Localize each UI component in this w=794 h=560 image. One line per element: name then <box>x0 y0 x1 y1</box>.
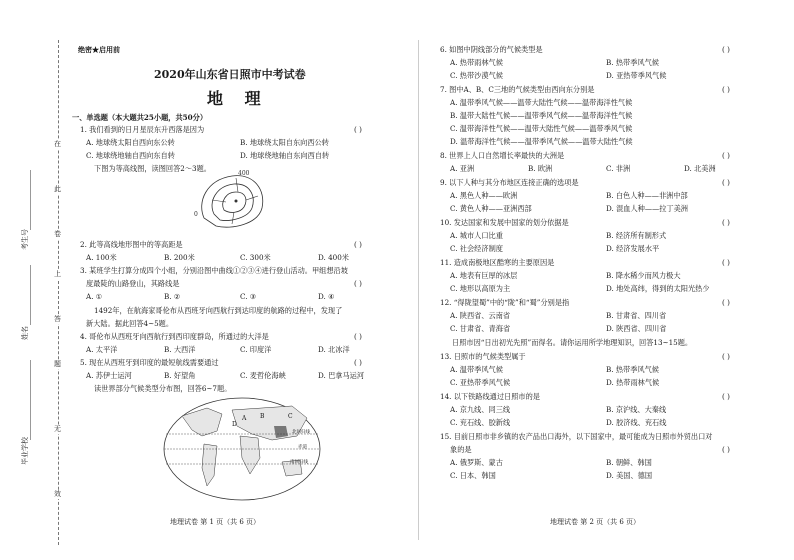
page-divider <box>418 40 419 540</box>
school-line <box>30 360 31 440</box>
option: C. 麦哲伦海峡 <box>240 371 286 380</box>
answer-paren: ( ) <box>722 178 730 187</box>
option: D. 美国、德国 <box>606 471 653 480</box>
option: D. 热带雨林气候 <box>606 378 660 387</box>
option: C. 300米 <box>240 253 271 262</box>
question-text: 2. 此等高线地形图中的等高距是 <box>80 240 183 249</box>
option: A. ① <box>86 292 103 301</box>
map-label: B <box>260 413 265 420</box>
question-text: 11. 造成南极地区酷寒的主要原因是 <box>440 258 555 267</box>
peak-mark <box>235 200 238 203</box>
map-label: C <box>288 413 293 420</box>
answer-paren: ( ) <box>722 445 730 454</box>
section-heading: 一、单选题（本大题共25小题，共50分） <box>72 113 208 122</box>
map-label: A <box>242 415 247 422</box>
map-label: 赤道 <box>298 445 307 450</box>
option: D. 400米 <box>318 253 349 262</box>
option: D. 经济发展水平 <box>606 244 660 253</box>
option: D. 地处高纬，得到的太阳光热少 <box>606 284 710 293</box>
option: C. 兖石线、胶新线 <box>450 418 511 427</box>
exam-title: 2020年山东省日照市中考试卷 <box>154 68 306 81</box>
seal-char: 此 <box>54 185 61 193</box>
option: B. 热带季风气候 <box>606 58 659 67</box>
school-label: 毕业学校 <box>21 437 29 465</box>
answer-paren: ( ) <box>722 85 730 94</box>
answer-paren: ( ) <box>722 392 730 401</box>
seal-char: 卷 <box>54 230 61 238</box>
option: C. ③ <box>240 292 257 301</box>
option: D. 混血人种——拉丁美洲 <box>606 204 688 213</box>
question-text: 度最陡的山路登山，其路线是 <box>86 279 180 288</box>
left-page <box>72 0 402 560</box>
option: B. 甘肃省、四川省 <box>606 311 667 320</box>
option: B. 地球绕太阳自东向西公转 <box>240 138 329 147</box>
option: C. 地球绕地轴自西向东自转 <box>86 151 175 160</box>
intro-text: 新大陆。据此回答4~5题。 <box>86 319 174 328</box>
option: A. 俄罗斯、蒙古 <box>450 458 503 467</box>
intro-text: 日照市因“日出初光先照”而得名。请你运用所学地理知识，回答13~15题。 <box>452 338 693 347</box>
option: A. 热带雨林气候 <box>450 58 503 67</box>
question-text: 4. 哥伦布从西班牙向西航行到西印度群岛，所通过的大洋是 <box>80 332 269 341</box>
contour-label: 0 <box>194 211 198 218</box>
page-footer: 地理试卷 第 1 页（共 6 页） <box>170 518 261 526</box>
world-climate-map <box>162 396 322 502</box>
seal-char: 上 <box>54 270 61 278</box>
option: D. 亚热带季风气候 <box>606 71 667 80</box>
binding-margin <box>0 0 70 560</box>
option: A. 温带季风气候——温带大陆性气候——温带海洋性气候 <box>450 98 633 107</box>
option: C. 非洲 <box>606 164 631 173</box>
option: B. 大西洋 <box>164 345 196 354</box>
answer-paren: ( ) <box>722 352 730 361</box>
question-text: 6. 如图中阴线部分的气候类型是 <box>440 45 543 54</box>
question-text: 1. 我们看到的日月星辰东升西落是因为 <box>80 125 205 134</box>
question-text: 象的是 <box>450 445 472 454</box>
answer-paren: ( ) <box>354 332 362 341</box>
option: B. 热带季风气候 <box>606 365 659 374</box>
right-page <box>440 0 770 560</box>
page-footer: 地理试卷 第 2 页（共 6 页） <box>550 518 641 526</box>
option: D. 地球绕地轴自东向西自转 <box>240 151 330 160</box>
answer-paren: ( ) <box>722 45 730 54</box>
question-text: 5. 现在从西班牙到印度的最短航线需要通过 <box>80 358 219 367</box>
option: D. 巴拿马运河 <box>318 371 365 380</box>
question-text: 10. 发达国家和发展中国家的划分依据是 <box>440 218 569 227</box>
map-label: 南回归线 <box>290 460 308 465</box>
option: D. 北冰洋 <box>318 345 350 354</box>
option: C. 甘肃省、青海省 <box>450 324 511 333</box>
seal-char: 题 <box>54 360 61 368</box>
option: D. 胶济线、兖石线 <box>606 418 667 427</box>
name-label: 姓名 <box>21 326 29 340</box>
map-label: D <box>232 421 237 428</box>
question-text: 9. 以下人种与其分布地区连接正确的选项是 <box>440 178 579 187</box>
answer-paren: ( ) <box>722 218 730 227</box>
intro-text: 读世界部分气候类型分布图，回答6~7题。 <box>94 384 232 393</box>
option: B. 朝鲜、韩国 <box>606 458 652 467</box>
option: B. 京沪线、大秦线 <box>606 405 667 414</box>
question-text: 13. 日照市的气候类型属于 <box>440 352 526 361</box>
option: A. 地表有巨厚的冰层 <box>450 271 518 280</box>
option: C. 亚热带季风气候 <box>450 378 511 387</box>
answer-paren: ( ) <box>354 240 362 249</box>
answer-paren: ( ) <box>354 279 362 288</box>
question-text: 12. “得陇望蜀”中的“陇”和“蜀”分别是指 <box>440 298 570 307</box>
option: A. 苏伊士运河 <box>86 371 132 380</box>
seal-char: 无 <box>54 425 61 433</box>
question-text: 7. 图中A、B、C三地的气候类型由西向东分别是 <box>440 85 595 94</box>
option: A. 太平洋 <box>86 345 118 354</box>
seal-char: 答 <box>54 315 61 323</box>
option: A. 城市人口比重 <box>450 231 503 240</box>
question-text: 14. 以下铁路线通过日照市的是 <box>440 392 540 401</box>
answer-paren: ( ) <box>722 258 730 267</box>
option: C. 热带沙漠气候 <box>450 71 503 80</box>
option: B. 经济所有制形式 <box>606 231 667 240</box>
answer-paren: ( ) <box>354 125 362 134</box>
option: C. 印度洋 <box>240 345 272 354</box>
intro-text: 下图为等高线图，读图回答2～3题。 <box>94 164 211 173</box>
option: B. 欧洲 <box>528 164 553 173</box>
answer-paren: ( ) <box>354 358 362 367</box>
answer-paren: ( ) <box>722 298 730 307</box>
student-id-line <box>30 170 31 230</box>
option: B. 温带大陆性气候——温带季风气候——温带海洋性气候 <box>450 111 633 120</box>
option: A. 黑色人种——欧洲 <box>450 191 518 200</box>
contour-map <box>192 170 272 232</box>
shaded-region <box>274 426 288 438</box>
option: D. 北美洲 <box>684 164 716 173</box>
question-text: 8. 世界上人口自然增长率最快的大洲是 <box>440 151 565 160</box>
contour-label: 400 <box>238 170 250 177</box>
option: D. 温带海洋性气候——温带季风气候——温带大陆性气候 <box>450 137 633 146</box>
option: C. 黄色人种——亚洲西部 <box>450 204 532 213</box>
option: A. 地球绕太阳自西向东公转 <box>86 138 175 147</box>
secret-label: 绝密★启用前 <box>78 45 120 54</box>
question-text: 15. 目前日照市非乡镇的农产品出口海外，以下国家中，最可能成为日照市外贸出口对 <box>440 432 713 441</box>
contour-line <box>223 192 246 212</box>
intro-text: 1492年，在航海家哥伦布从西班牙向西航行到达印度的航路的过程中，发现了 <box>94 306 343 315</box>
option: D. ④ <box>318 292 335 301</box>
option: B. 好望角 <box>164 371 196 380</box>
option: D. 陕西省、四川省 <box>606 324 667 333</box>
option: B. 白色人种——非洲中部 <box>606 191 688 200</box>
option: C. 社会经济制度 <box>450 244 503 253</box>
option: A. 亚洲 <box>450 164 475 173</box>
option: A. 京九线、同三线 <box>450 405 511 414</box>
option: A. 温带季风气候 <box>450 365 503 374</box>
option: A. 陕西省、云南省 <box>450 311 511 320</box>
option: C. 日本、韩国 <box>450 471 496 480</box>
question-text: 3. 某班学生打算分成四个小组，分别沿图中曲线①②③④进行登山活动。甲组想沿坡 <box>80 266 348 275</box>
option: C. 温带海洋性气候——温带大陆性气候——温带季风气候 <box>450 124 633 133</box>
seal-line <box>58 40 59 545</box>
name-line <box>30 265 31 325</box>
contour-line <box>212 184 253 221</box>
option: B. 200米 <box>164 253 195 262</box>
subject-title: 地 理 <box>207 89 269 108</box>
student-id-label: 考生号 <box>21 229 29 250</box>
seal-char: 在 <box>54 140 61 148</box>
option: B. 降水稀少而风力极大 <box>606 271 681 280</box>
answer-paren: ( ) <box>722 151 730 160</box>
seal-char: 效 <box>54 490 61 498</box>
option: B. ② <box>164 292 181 301</box>
map-label: 北回归线 <box>292 430 310 435</box>
option: C. 地形以高原为主 <box>450 284 511 293</box>
option: A. 100米 <box>86 253 117 262</box>
